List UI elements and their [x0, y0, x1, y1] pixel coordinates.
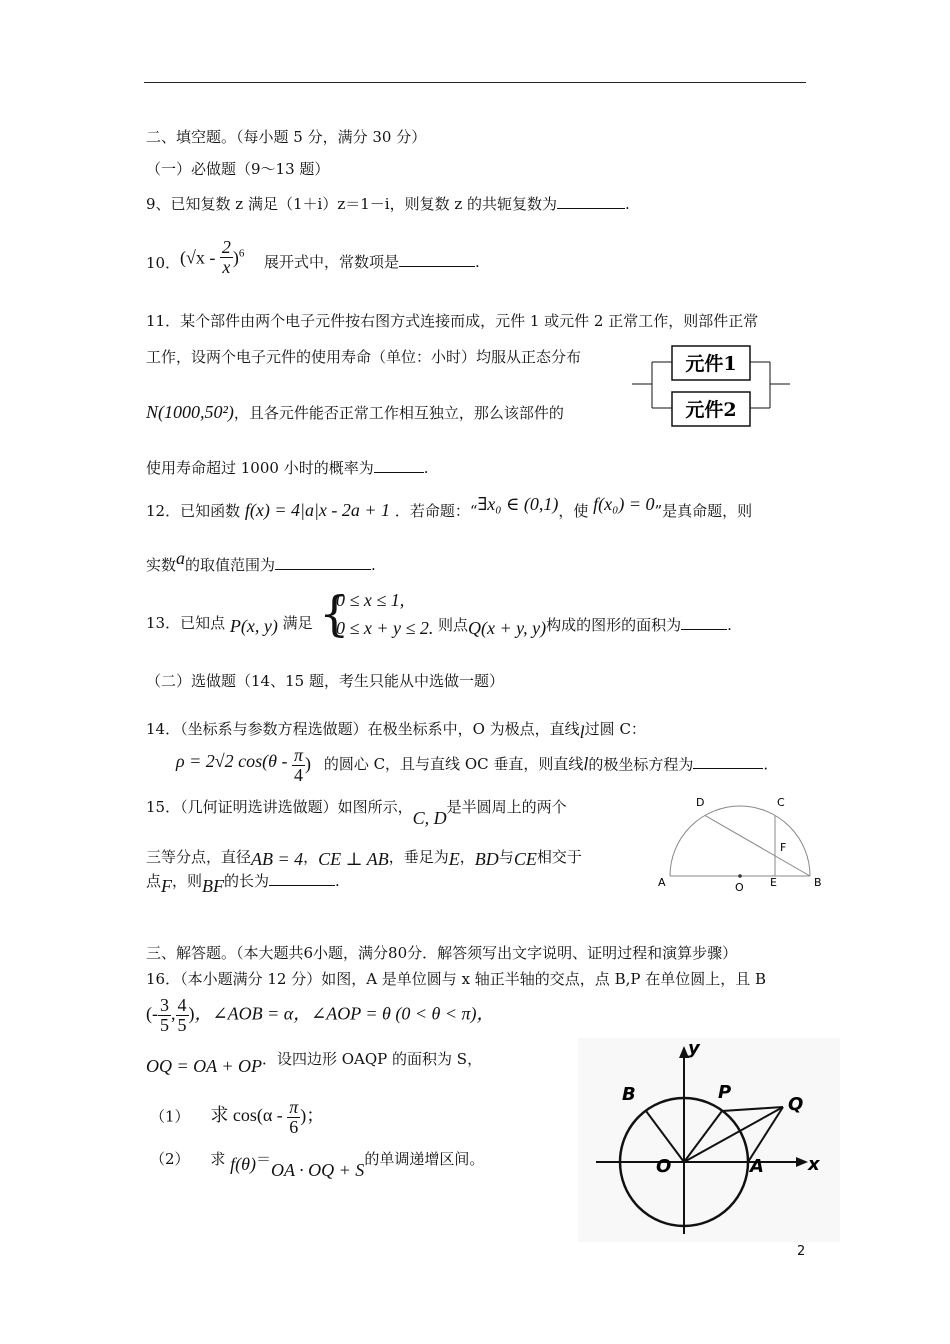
- q11-line1: 11．某个部件由两个电子元件按右图方式连接而成，元件 1 或元件 2 正常工作，则部件正常: [146, 312, 759, 330]
- optional-heading: （二）选做题（14、15 题，考生只能从中选做一题）: [146, 672, 504, 690]
- answer-blank: [557, 194, 625, 209]
- q16-line3: OQ = OA + OP．设四边形 OAQP 的面积为 S，: [146, 1050, 483, 1076]
- q11-line2: 工作，设两个电子元件的使用寿命（单位：小时）均服从正态分布: [146, 348, 582, 366]
- label-y: y: [688, 1038, 700, 1059]
- label-f: F: [780, 841, 787, 854]
- semicircle-figure: [652, 790, 832, 894]
- center-point: [738, 874, 742, 878]
- answer-blank: [399, 252, 475, 267]
- q10-expr: (√x - $\frac{2}{x}$ )$^6$: [180, 237, 245, 277]
- q12-line2: 实数a的取值范围为 .: [146, 548, 376, 574]
- label-d: D: [696, 796, 705, 809]
- semicircle-arc: [670, 806, 810, 876]
- q12-line1: 12．已知函数 f(x) = 4|a|x - 2a + 1 ．若命题：“∃x₀ ∈ (0,1)，使 f(x₀) = 0”是真命题，则: [146, 494, 753, 520]
- label-x: x: [808, 1154, 820, 1175]
- answer-blank: [681, 615, 727, 630]
- q11-line3: N(1000,50²)，且各元件能否正常工作相互独立，那么该部件的: [146, 402, 564, 422]
- header-rule: [144, 82, 806, 83]
- label-q: Q: [788, 1094, 804, 1115]
- answer-blank: [693, 754, 763, 769]
- q13-ineq2: 0 ≤ x + y ≤ 2.: [336, 618, 434, 638]
- q16-part1: （1） 求 cos(α - $\frac{\pi}{6}$ )；: [150, 1097, 325, 1137]
- question-9: 9、已知复数 z 满足（1＋i）z＝1－i，则复数 z 的共轭复数为 .: [146, 195, 630, 213]
- q13-ineq1: 0 ≤ x ≤ 1,: [336, 590, 405, 610]
- q12-function: f(x) = 4|a|x - 2a + 1: [244, 500, 391, 520]
- q13-line-end: 则点Q(x + y, y)构成的图形的面积为 .: [438, 616, 732, 638]
- q14-line1: 14．（坐标系与参数方程选做题）在极坐标系中，O 为极点，直线l过圆 C：: [146, 720, 646, 742]
- q9-text: 9、已知复数 z 满足（1＋i）z＝1－i，则复数 z 的共轭复数为: [146, 195, 558, 213]
- label-a: A: [658, 876, 666, 889]
- label-o: O: [656, 1156, 672, 1177]
- q16-line1: 16．（本小题满分 12 分）如图，A 是单位圆与 x 轴正半轴的交点，点 B,P 在单位圆上，且 B: [146, 970, 767, 988]
- page-number: 2: [797, 1244, 806, 1259]
- q16-part2: （2） 求 f(θ)＝OA · OQ + S的单调递增区间。: [150, 1150, 485, 1180]
- q15-line3: 点F，则BF的长为 .: [146, 872, 340, 896]
- label-a: A: [750, 1156, 764, 1177]
- q16-line2: (- $\frac{3}{5}$ , $\frac{4}{5}$ )，∠AOB = α，∠AOP = θ (0 < θ < π)，: [146, 995, 495, 1035]
- label-e: E: [770, 876, 777, 889]
- normal-distribution: N(1000,50²): [146, 402, 234, 422]
- q11-line4: 使用寿命超过 1000 小时的概率为 .: [146, 459, 429, 477]
- q15-line1: 15．（几何证明选讲选做题）如图所示，C, D是半圆周上的两个: [146, 798, 567, 828]
- system-brace: {: [319, 586, 350, 642]
- component-1-label: 元件1: [685, 353, 737, 375]
- q15-line2: 三等分点，直径AB = 4，CE ⊥ AB，垂足为E，BD与CE相交于: [146, 848, 582, 869]
- label-o: O: [735, 881, 744, 894]
- segment-bd: [705, 815, 810, 876]
- answer-blank: [374, 458, 424, 473]
- section3-heading: 三、解答题。（本大题共6小题，满分80分．解答须写出文字说明、证明过程和演算步骤）: [146, 944, 738, 962]
- vector-equation: OQ = OA + OP: [146, 1056, 262, 1076]
- required-heading: （一）必做题（9～13 题）: [146, 160, 330, 178]
- label-b: B: [814, 876, 822, 889]
- unit-circle-figure: [578, 1038, 840, 1242]
- q13-line: 13．已知点 P(x, y) 满足: [146, 614, 313, 636]
- label-b: B: [622, 1084, 636, 1105]
- answer-blank: [269, 871, 335, 886]
- label-c: C: [777, 796, 785, 809]
- section2-heading: 二、填空题。（每小题 5 分，满分 30 分）: [146, 128, 427, 146]
- parallel-circuit-figure: [632, 342, 792, 432]
- component-2-label: 元件2: [685, 399, 737, 421]
- q14-line2: ρ = 2√2 cos(θ - $\frac{\pi}{4}$ ) 的圆心 C，且与直线 OC 垂直，则直线l的极坐标方程为 .: [176, 745, 769, 785]
- label-p: P: [718, 1082, 732, 1103]
- answer-blank: [275, 555, 371, 570]
